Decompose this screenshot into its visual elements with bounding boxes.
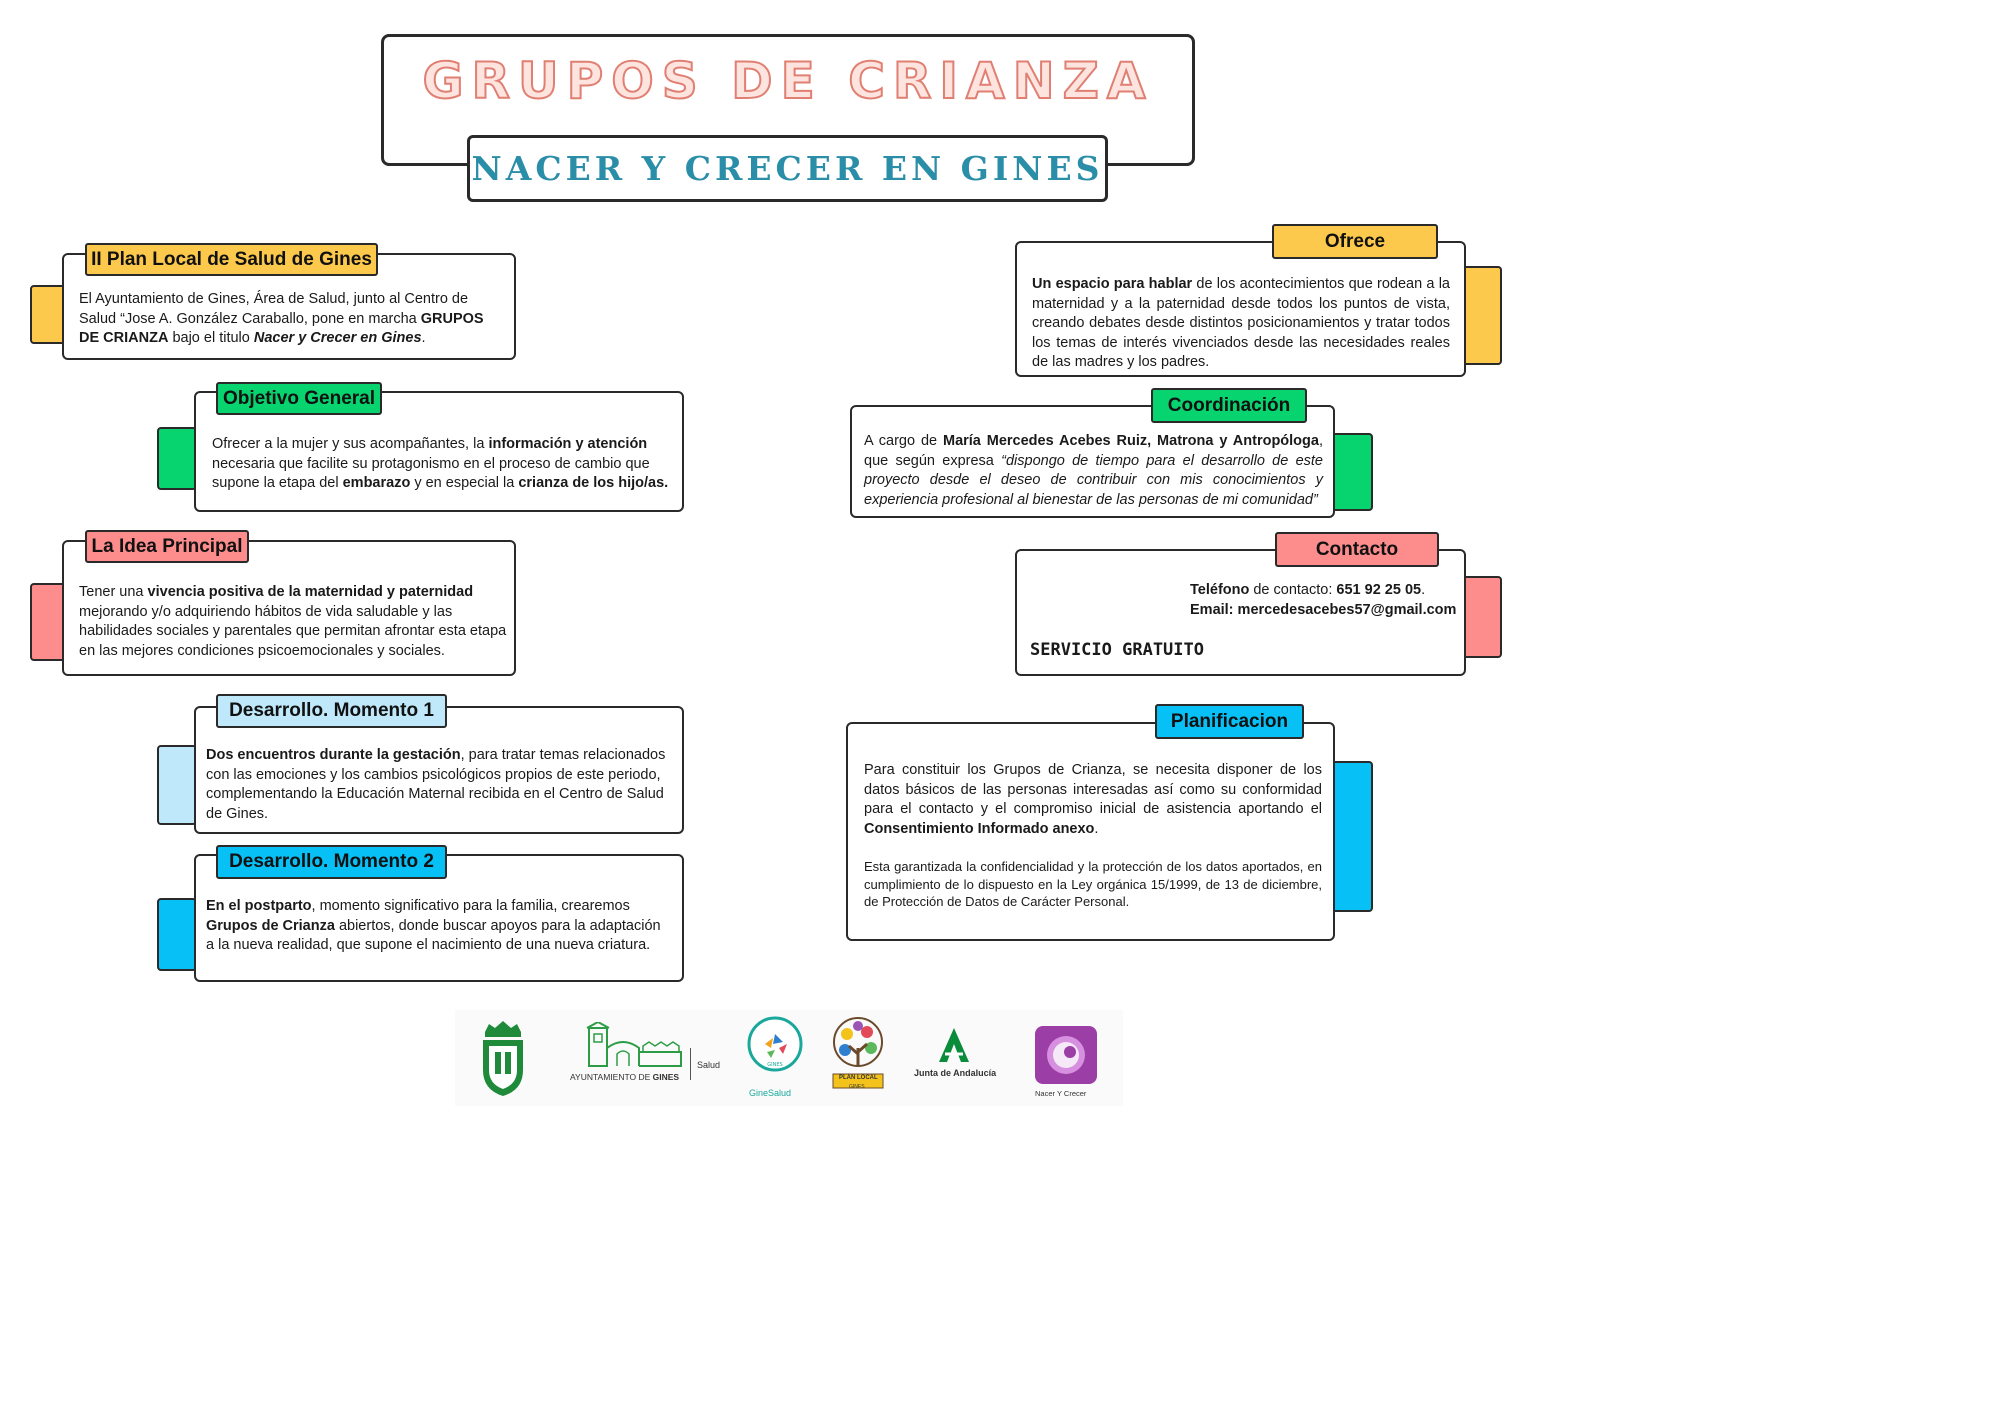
sponsor-logos — [455, 1010, 1123, 1106]
junta-caption: Junta de Andalucía — [914, 1068, 997, 1078]
objetivo-label: Objetivo General — [216, 382, 382, 415]
momento2-text: En el postparto, momento significativo para la familia, crearemos Grupos de Crianza abiertos, donde buscar apoyos para la adaptación a la nueva realidad, que supone el nacimiento de una nueva criatura. — [206, 898, 661, 953]
contacto-card — [1015, 549, 1466, 676]
ginesalud-caption: GineSalud — [749, 1088, 792, 1098]
plan-local-label: II Plan Local de Salud de Gines — [85, 243, 378, 276]
plan-local-text: El Ayuntamiento de Gines, Área de Salud, junto al Centro de Salud “Jose A. González Caraballo, pone en marcha GRUPOS DE CRIANZA bajo el titulo Nacer y Crecer en Gines. — [79, 291, 484, 346]
planificacion-card — [846, 722, 1335, 941]
idea-label: La Idea Principal — [85, 530, 249, 563]
plan-local-salud-icon — [745, 1014, 805, 1074]
planificacion-text: Para constituir los Grupos de Crianza, se necesita disponer de los datos básicos de las personas interesadas así como su conformidad para el contacto y el compromiso inicial de asistencia aportando el Consentimiento Informado anexo. — [864, 762, 1322, 837]
ofrece-text: Un espacio para hablar de los acontecimientos que rodean a la maternidad y a la paternidad desde todos los puntos de vista, creando debates desde distintos posicionamientos y tratar todos los temas de interés vivenciados desde las necesidades reales de las madres y los padres. — [1032, 276, 1450, 370]
objetivo-text: Ofrecer a la mujer y sus acompañantes, la información y atención necesaria que facilite su protagonismo en el proceso de cambio que supone la etapa del embarazo y en especial la crianza de los hijo/as. — [212, 436, 669, 491]
salud-caption: Salud — [697, 1060, 721, 1070]
contacto-phone: Teléfono de contacto: 651 92 25 05. — [1190, 582, 1426, 598]
ofrece-side-tab — [1462, 266, 1502, 365]
contacto-label: Contacto — [1275, 532, 1439, 567]
divider — [690, 1048, 691, 1080]
planificacion-legal-text: Esta garantizada la confidencialidad y la protección de los datos aportados, en cumplimiento de lo dispuesto en la Ley orgánica 15/1999, de 13 de diciembre, de Protección de Datos de Carácter Personal. — [864, 859, 1322, 909]
junta-andalucia-icon — [935, 1026, 973, 1064]
planificacion-label: Planificacion — [1155, 704, 1304, 739]
objetivo-side-tab — [157, 427, 197, 490]
nacer-y-crecer-logo-icon — [1035, 1026, 1097, 1084]
tree-gines-caption: GINES — [849, 1084, 865, 1090]
coordinacion-text: A cargo de María Mercedes Acebes Ruiz, Matrona y Antropóloga, que según expresa “dispongo de tiempo para el desarrollo de este proyecto desde el deseo de contribuir con mis conocimientos y experiencia profesional al bienestar de las personas de mi comunidad” — [864, 433, 1323, 508]
servicio-gratuito: SERVICIO GRATUITO — [1030, 640, 1204, 660]
coordinacion-label: Coordinación — [1151, 388, 1307, 423]
coordinacion-side-tab — [1330, 433, 1373, 511]
ofrece-label: Ofrece — [1272, 224, 1438, 259]
plan-local-ring-gines: GINES — [767, 1062, 783, 1068]
page-title: GRUPOS DE CRIANZA — [422, 52, 1154, 110]
contacto-email[interactable]: Email: mercedesacebes57@gmail.com — [1190, 602, 1457, 618]
momento1-text: Dos encuentros durante la gestación, para tratar temas relacionados con las emociones y los cambios psicológicos propios de este periodo, complementando la Educación Maternal recibida en el Centro de Salud de Gines. — [206, 747, 666, 822]
momento2-side-tab — [157, 898, 197, 971]
ayuntamiento-caption: AYUNTAMIENTO DE GINES — [570, 1072, 680, 1082]
ofrece-card — [1015, 241, 1466, 377]
tree-caption: PLAN LOCAL — [839, 1075, 878, 1081]
momento1-label: Desarrollo. Momento 1 — [216, 694, 447, 728]
ayuntamiento-building-icon — [583, 1022, 683, 1068]
nacer-y-crecer-caption: Nacer Y Crecer — [1035, 1089, 1087, 1098]
momento1-side-tab — [157, 745, 197, 825]
gines-coat-of-arms-icon — [477, 1018, 529, 1098]
planificacion-side-tab — [1330, 761, 1373, 912]
page-subtitle: NACER Y CRECER EN GINES — [471, 149, 1104, 188]
contacto-side-tab — [1462, 576, 1502, 658]
idea-text: Tener una vivencia positiva de la maternidad y paternidad mejorando y/o adquiriendo hábitos de vida saludable y las habilidades sociales y parentales que permitan afrontar esta etapa en las mejores condiciones psicoemocionales y sociales. — [79, 584, 507, 659]
momento2-label: Desarrollo. Momento 2 — [216, 845, 447, 879]
